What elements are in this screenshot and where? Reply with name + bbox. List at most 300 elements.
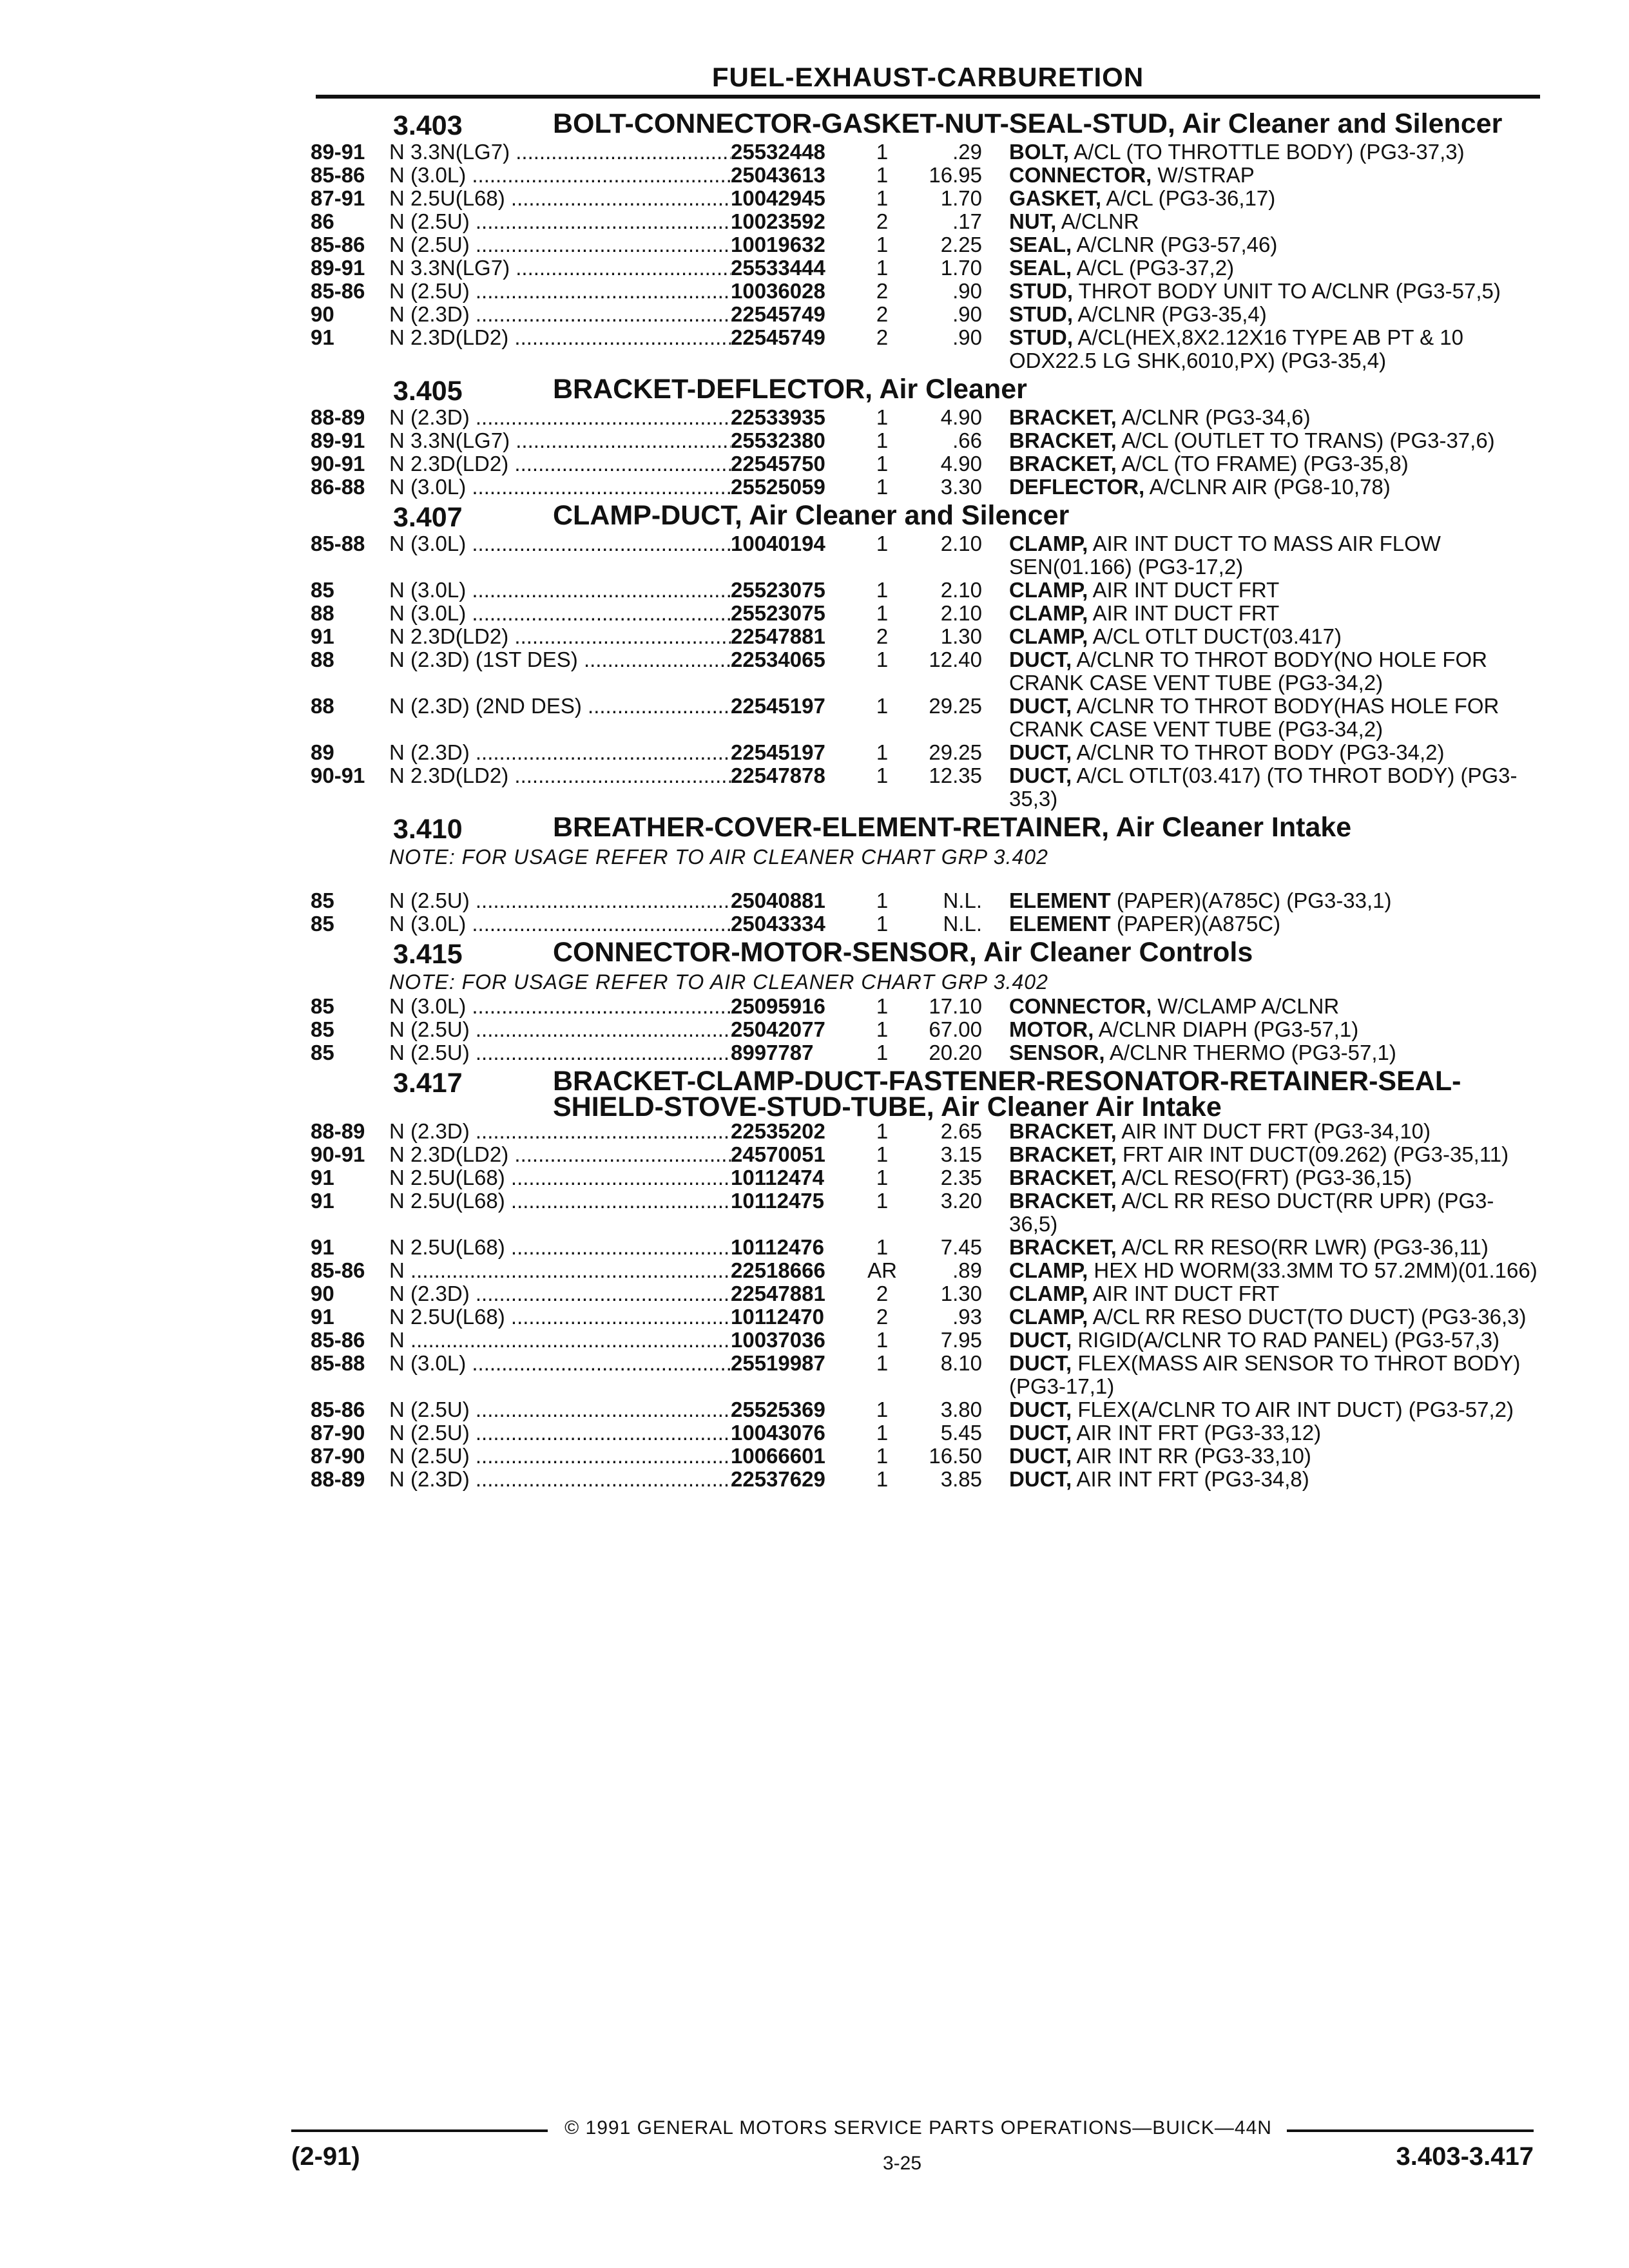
- part-number: 22545749: [731, 325, 825, 349]
- part-row: [311, 303, 1541, 326]
- part-row: [311, 1018, 1541, 1041]
- part-detail: A/CLNR TO THROT BODY(NO HOLE FOR CRANK CASE VENT TUBE (PG3-34,2): [1009, 648, 1488, 695]
- model-years: 91: [311, 1235, 334, 1259]
- part-description: [982, 1282, 1541, 1305]
- footer-section-range: 3.403-3.417: [1396, 2142, 1534, 2171]
- quantity: 1: [876, 994, 889, 1018]
- part-number: 25525059: [731, 475, 825, 499]
- part-detail: A/CL OTLT(03.417) (TO THROT BODY) (PG3-35,3): [1009, 764, 1518, 811]
- part-name: STUD,: [1009, 302, 1073, 326]
- engine-usage: [389, 1143, 731, 1166]
- part-description: [982, 280, 1541, 303]
- part-number: 25040881: [731, 889, 825, 912]
- part-detail: THROT BODY UNIT TO A/CLNR (PG3-57,5): [1073, 279, 1501, 303]
- part-description: [982, 1305, 1541, 1329]
- section-title-sub: Air Cleaner Air Intake: [934, 1091, 1222, 1122]
- model-years: 88-89: [311, 405, 365, 429]
- engine-usage: [389, 1421, 731, 1445]
- part-description: [982, 1236, 1541, 1259]
- part-detail: A/CL RR RESO(RR LWR) (PG3-36,11): [1116, 1235, 1489, 1259]
- model-years: 87-90: [311, 1444, 365, 1468]
- quantity: 1: [876, 1444, 889, 1468]
- engine-usage-text: N (3.0L): [389, 579, 467, 602]
- price: 3.20: [940, 1189, 982, 1213]
- section-title: [553, 500, 1541, 531]
- engine-usage: [389, 1018, 731, 1041]
- part-name: BRACKET,: [1009, 1166, 1117, 1189]
- part-number: 10112475: [731, 1189, 825, 1213]
- section-title-sub: Air Cleaner Intake: [1109, 812, 1352, 843]
- engine-usage: [389, 889, 731, 912]
- footer-revision-date: (2-91): [291, 2142, 360, 2171]
- parts-section: [311, 1068, 1541, 1491]
- engine-usage-text: N (2.5U): [389, 1398, 470, 1421]
- part-name: BOLT,: [1009, 140, 1069, 164]
- engine-usage-text: N (3.0L): [389, 602, 467, 625]
- parts-section: [311, 500, 1541, 811]
- part-description: [982, 1329, 1541, 1352]
- price: .89: [952, 1258, 982, 1282]
- quantity: 1: [876, 186, 889, 210]
- quantity: 2: [876, 1282, 889, 1305]
- engine-usage-text: N 2.3D(LD2): [389, 764, 509, 787]
- engine-usage: [389, 452, 731, 476]
- part-description: [982, 764, 1541, 811]
- part-number: 22535202: [731, 1119, 825, 1143]
- part-detail: A/CL RESO(FRT) (PG3-36,15): [1116, 1166, 1412, 1189]
- quantity: 1: [876, 740, 889, 764]
- part-name: SEAL,: [1009, 256, 1072, 280]
- engine-usage: [389, 280, 731, 303]
- engine-usage-text: N (2.3D) (2ND DES): [389, 695, 582, 718]
- part-number: 10042945: [731, 186, 825, 210]
- engine-usage-text: N (2.5U): [389, 1041, 470, 1064]
- part-name: ELEMENT: [1009, 889, 1111, 912]
- part-row: [311, 695, 1541, 741]
- section-title-main: CLAMP-DUCT,: [553, 500, 742, 531]
- quantity: AR: [867, 1258, 897, 1282]
- part-row: [311, 1143, 1541, 1166]
- part-description: [982, 648, 1541, 695]
- part-description: [982, 625, 1541, 648]
- section-title-main: BRACKET-DEFLECTOR,: [553, 374, 873, 405]
- quantity: 1: [876, 1467, 889, 1491]
- quantity: 1: [876, 578, 889, 602]
- part-detail: A/CL (PG3-36,17): [1101, 186, 1276, 210]
- model-years: 85: [311, 1041, 334, 1064]
- part-detail: FRT AIR INT DUCT(09.262) (PG3-35,11): [1116, 1142, 1509, 1166]
- price: 1.70: [940, 186, 982, 210]
- part-name: DUCT,: [1009, 764, 1072, 787]
- parts-section: [311, 376, 1541, 499]
- price: .29: [952, 140, 982, 164]
- part-row: [311, 1352, 1541, 1398]
- engine-usage-text: N (2.5U): [389, 1445, 470, 1468]
- footer-page-number: 3-25: [882, 2153, 922, 2174]
- part-row: [311, 1421, 1541, 1445]
- engine-usage-text: N: [389, 1259, 405, 1282]
- price: 4.90: [940, 452, 982, 476]
- part-name: SENSOR,: [1009, 1041, 1105, 1064]
- part-row: [311, 233, 1541, 256]
- quantity: 1: [876, 233, 889, 256]
- engine-usage: [389, 1445, 731, 1468]
- part-name: BRACKET,: [1009, 1119, 1117, 1143]
- part-number: 25532448: [731, 140, 825, 164]
- part-name: CLAMP,: [1009, 1305, 1088, 1329]
- quantity: 1: [876, 912, 889, 936]
- part-row: [311, 602, 1541, 625]
- part-number: 10023592: [731, 209, 825, 233]
- quantity: 1: [876, 694, 889, 718]
- engine-usage: [389, 1189, 731, 1213]
- price: N.L.: [943, 912, 982, 936]
- part-row: [311, 1445, 1541, 1468]
- engine-usage: [389, 1120, 731, 1143]
- part-row: [311, 210, 1541, 233]
- engine-usage: [389, 187, 731, 210]
- part-name: GASKET,: [1009, 186, 1102, 210]
- engine-usage-text: N 2.5U(L68): [389, 1236, 505, 1259]
- part-row: [311, 1041, 1541, 1064]
- engine-usage-text: N (2.5U): [389, 233, 470, 256]
- section-heading: [311, 500, 1541, 533]
- part-detail: AIR INT FRT (PG3-34,8): [1072, 1467, 1309, 1491]
- engine-usage: [389, 912, 731, 936]
- price: 29.25: [929, 694, 982, 718]
- part-name: MOTOR,: [1009, 1017, 1094, 1041]
- part-name: CLAMP,: [1009, 1282, 1088, 1305]
- price: 2.10: [940, 532, 982, 555]
- engine-usage: [389, 326, 731, 349]
- part-name: CLAMP,: [1009, 601, 1088, 625]
- price: 1.30: [940, 1282, 982, 1305]
- part-detail: AIR INT DUCT TO MASS AIR FLOW SEN(01.166) (PG3-17,2): [1009, 532, 1441, 579]
- part-row: [311, 648, 1541, 695]
- price: 1.70: [940, 256, 982, 280]
- part-number: 10112474: [731, 1166, 825, 1189]
- part-row: [311, 1259, 1541, 1282]
- part-description: [982, 912, 1541, 936]
- engine-usage: [389, 1166, 731, 1189]
- parts-section: [311, 814, 1541, 936]
- engine-usage-text: N (3.0L): [389, 912, 467, 936]
- model-years: 85-88: [311, 532, 365, 555]
- engine-usage: [389, 1352, 731, 1375]
- model-years: 88-89: [311, 1467, 365, 1491]
- price: 16.95: [929, 163, 982, 187]
- part-row: [311, 995, 1541, 1018]
- engine-usage: [389, 1041, 731, 1064]
- model-years: 85-86: [311, 1398, 365, 1421]
- engine-usage: [389, 532, 731, 555]
- part-detail: W/CLAMP A/CLNR: [1152, 994, 1340, 1018]
- section-number: 3.410: [393, 814, 463, 845]
- part-number: 25043613: [731, 163, 825, 187]
- model-years: 89-91: [311, 428, 365, 452]
- engine-usage-text: N 2.3D(LD2): [389, 1143, 509, 1166]
- model-years: 85: [311, 912, 334, 936]
- part-name: DUCT,: [1009, 1421, 1072, 1445]
- page-header-title: FUEL-EXHAUST-CARBURETION: [711, 62, 1144, 92]
- part-number: 10043076: [731, 1421, 825, 1445]
- engine-usage: [389, 625, 731, 648]
- part-description: [982, 1259, 1541, 1282]
- quantity: 1: [876, 1328, 889, 1352]
- part-name: CLAMP,: [1009, 624, 1088, 648]
- part-name: DUCT,: [1009, 740, 1072, 764]
- model-years: 89: [311, 740, 334, 764]
- price: 8.10: [940, 1351, 982, 1375]
- section-title-sub: Air Cleaner and Silencer: [742, 500, 1070, 531]
- model-years: 90: [311, 302, 334, 326]
- model-years: 91: [311, 624, 334, 648]
- model-years: 85-86: [311, 1328, 365, 1352]
- part-number: 22545197: [731, 694, 825, 718]
- section-title-main: CONNECTOR-MOTOR-SENSOR,: [553, 937, 977, 968]
- part-row: [311, 452, 1541, 476]
- engine-usage-text: N (2.3D): [389, 303, 470, 326]
- part-row: [311, 429, 1541, 452]
- part-number: 22545197: [731, 740, 825, 764]
- model-years: 87-90: [311, 1421, 365, 1445]
- price: 3.30: [940, 475, 982, 499]
- part-description: [982, 303, 1541, 326]
- price: .66: [952, 428, 982, 452]
- quantity: 1: [876, 1142, 889, 1166]
- quantity: 1: [876, 256, 889, 280]
- part-description: [982, 1143, 1541, 1166]
- part-name: NUT,: [1009, 209, 1057, 233]
- section-heading: [311, 939, 1541, 969]
- model-years: 85-86: [311, 233, 365, 256]
- part-description: [982, 995, 1541, 1018]
- engine-usage: [389, 476, 731, 499]
- part-detail: A/CL (TO THROTTLE BODY) (PG3-37,3): [1068, 140, 1465, 164]
- quantity: 1: [876, 764, 889, 787]
- price: 3.80: [940, 1398, 982, 1421]
- part-name: DUCT,: [1009, 1328, 1072, 1352]
- quantity: 1: [876, 405, 889, 429]
- engine-usage-text: N: [389, 1329, 405, 1352]
- quantity: 1: [876, 428, 889, 452]
- part-row: [311, 280, 1541, 303]
- part-description: [982, 164, 1541, 187]
- engine-usage: [389, 1468, 731, 1491]
- part-number: 22534065: [731, 648, 825, 671]
- engine-usage: [389, 648, 731, 671]
- part-description: [982, 429, 1541, 452]
- footer-rule-left: [291, 2129, 548, 2132]
- part-description: [982, 1468, 1541, 1491]
- part-detail: A/CLNR (PG3-34,6): [1116, 405, 1311, 429]
- model-years: 91: [311, 1305, 334, 1329]
- part-name: BRACKET,: [1009, 452, 1117, 476]
- price: 29.25: [929, 740, 982, 764]
- engine-usage-text: N 2.5U(L68): [389, 1166, 505, 1189]
- price: 3.85: [940, 1467, 982, 1491]
- part-description: [982, 1041, 1541, 1064]
- price: 2.10: [940, 601, 982, 625]
- part-name: STUD,: [1009, 279, 1073, 303]
- quantity: 1: [876, 889, 889, 912]
- section-number: 3.417: [393, 1068, 463, 1099]
- section-heading: [311, 108, 1541, 141]
- part-detail: A/CLNR TO THROT BODY(HAS HOLE FOR CRANK CASE VENT TUBE (PG3-34,2): [1009, 694, 1499, 741]
- model-years: 90-91: [311, 452, 365, 476]
- engine-usage: [389, 1236, 731, 1259]
- part-number: 25525369: [731, 1398, 825, 1421]
- price: 12.40: [929, 648, 982, 671]
- part-detail: W/STRAP: [1152, 163, 1255, 187]
- engine-usage: [389, 210, 731, 233]
- engine-usage: [389, 695, 731, 718]
- part-row: [311, 406, 1541, 429]
- engine-usage: [389, 579, 731, 602]
- header-rule: [316, 95, 1540, 99]
- part-row: [311, 625, 1541, 648]
- model-years: 88: [311, 694, 334, 718]
- part-number: 10112470: [731, 1305, 825, 1329]
- part-name: STUD,: [1009, 325, 1073, 349]
- model-years: 86: [311, 209, 334, 233]
- engine-usage: [389, 1398, 731, 1421]
- part-description: [982, 452, 1541, 476]
- part-detail: A/CL (OUTLET TO TRANS) (PG3-37,6): [1116, 428, 1495, 452]
- part-row: [311, 326, 1541, 372]
- part-row: [311, 532, 1541, 579]
- price: 2.10: [940, 578, 982, 602]
- part-detail: A/CL (TO FRAME) (PG3-35,8): [1116, 452, 1409, 476]
- model-years: 90-91: [311, 1142, 365, 1166]
- part-row: [311, 164, 1541, 187]
- part-number: 10066601: [731, 1444, 825, 1468]
- quantity: 1: [876, 1166, 889, 1189]
- part-number: 10037036: [731, 1328, 825, 1352]
- engine-usage: [389, 1305, 731, 1329]
- part-detail: A/CLNR (PG3-57,46): [1072, 233, 1278, 256]
- part-detail: AIR INT DUCT FRT: [1088, 601, 1280, 625]
- part-number: 22547881: [731, 624, 825, 648]
- part-row: [311, 1236, 1541, 1259]
- quantity: 1: [876, 475, 889, 499]
- part-number: 22518666: [731, 1258, 825, 1282]
- part-name: CONNECTOR,: [1009, 163, 1152, 187]
- part-name: DEFLECTOR,: [1009, 475, 1145, 499]
- engine-usage: [389, 406, 731, 429]
- part-number: 25042077: [731, 1017, 825, 1041]
- price: 7.95: [940, 1328, 982, 1352]
- price: 20.20: [929, 1041, 982, 1064]
- model-years: 85-88: [311, 1351, 365, 1375]
- part-name: CLAMP,: [1009, 1258, 1088, 1282]
- price: 12.35: [929, 764, 982, 787]
- quantity: 1: [876, 1017, 889, 1041]
- engine-usage-text: N (2.3D): [389, 1468, 470, 1491]
- part-name: DUCT,: [1009, 1398, 1072, 1421]
- parts-sections: [311, 107, 1541, 1491]
- engine-usage-text: N (2.3D): [389, 741, 470, 764]
- part-number: 25519987: [731, 1351, 825, 1375]
- quantity: 2: [876, 1305, 889, 1329]
- part-row: [311, 741, 1541, 764]
- part-number: 25523075: [731, 601, 825, 625]
- quantity: 1: [876, 1398, 889, 1421]
- part-number: 22547881: [731, 1282, 825, 1305]
- quantity: 1: [876, 648, 889, 671]
- quantity: 1: [876, 1235, 889, 1259]
- model-years: 85: [311, 994, 334, 1018]
- part-description: [982, 1352, 1541, 1398]
- part-name: DUCT,: [1009, 1351, 1072, 1375]
- part-detail: HEX HD WORM(33.3MM TO 57.2MM)(01.166): [1088, 1258, 1537, 1282]
- engine-usage-text: N 2.3D(LD2): [389, 326, 509, 349]
- section-title-main: BOLT-CONNECTOR-GASKET-NUT-SEAL-STUD,: [553, 108, 1175, 139]
- part-description: [982, 1189, 1541, 1236]
- section-title-sub: Air Cleaner: [872, 374, 1027, 405]
- engine-usage-text: N 2.5U(L68): [389, 1189, 505, 1213]
- engine-usage-text: N 2.5U(L68): [389, 1305, 505, 1329]
- part-name: DUCT,: [1009, 694, 1072, 718]
- quantity: 1: [876, 1351, 889, 1375]
- part-detail: RIGID(A/CLNR TO RAD PANEL) (PG3-57,3): [1072, 1328, 1499, 1352]
- quantity: 2: [876, 624, 889, 648]
- engine-usage-text: N (2.5U): [389, 210, 470, 233]
- part-detail: (PAPER)(A875C): [1110, 912, 1281, 936]
- part-description: [982, 889, 1541, 912]
- model-years: 91: [311, 1166, 334, 1189]
- part-name: BRACKET,: [1009, 1235, 1117, 1259]
- footer-rule-right: [1287, 2129, 1534, 2132]
- part-row: [311, 1468, 1541, 1491]
- engine-usage: [389, 256, 731, 280]
- engine-usage-text: N 2.3D(LD2): [389, 625, 509, 648]
- part-name: CONNECTOR,: [1009, 994, 1152, 1018]
- quantity: 1: [876, 1041, 889, 1064]
- quantity: 1: [876, 1119, 889, 1143]
- model-years: 87-91: [311, 186, 365, 210]
- engine-usage: [389, 741, 731, 764]
- quantity: 1: [876, 452, 889, 476]
- engine-usage-text: N (3.0L): [389, 532, 467, 555]
- engine-usage-text: N 3.3N(LG7): [389, 140, 510, 164]
- quantity: 1: [876, 601, 889, 625]
- part-detail: (PAPER)(A785C) (PG3-33,1): [1110, 889, 1392, 912]
- price: 17.10: [929, 994, 982, 1018]
- section-title: [553, 108, 1541, 139]
- part-detail: A/CL (PG3-37,2): [1072, 256, 1235, 280]
- engine-usage-text: N (2.5U): [389, 1018, 470, 1041]
- section-title-main: BRACKET-CLAMP-DUCT-FASTENER-RESONATOR-RETAINER-SEAL-SHIELD-STOVE-STUD-TUBE,: [553, 1066, 1461, 1122]
- part-row: [311, 912, 1541, 936]
- price: 67.00: [929, 1017, 982, 1041]
- part-number: 25533444: [731, 256, 825, 280]
- price: .90: [952, 302, 982, 326]
- engine-usage-text: N 3.3N(LG7): [389, 256, 510, 280]
- part-row: [311, 1120, 1541, 1143]
- section-title-main: BREATHER-COVER-ELEMENT-RETAINER,: [553, 812, 1110, 843]
- part-name: CLAMP,: [1009, 532, 1088, 555]
- part-name: SEAL,: [1009, 233, 1072, 256]
- part-name: ELEMENT: [1009, 912, 1111, 936]
- part-row: [311, 1398, 1541, 1421]
- part-detail: AIR INT RR (PG3-33,10): [1072, 1444, 1311, 1468]
- model-years: 85-86: [311, 279, 365, 303]
- engine-usage-text: N (3.0L): [389, 164, 467, 187]
- engine-usage-text: N (2.3D): [389, 1282, 470, 1305]
- part-description: [982, 476, 1541, 499]
- price: 1.30: [940, 624, 982, 648]
